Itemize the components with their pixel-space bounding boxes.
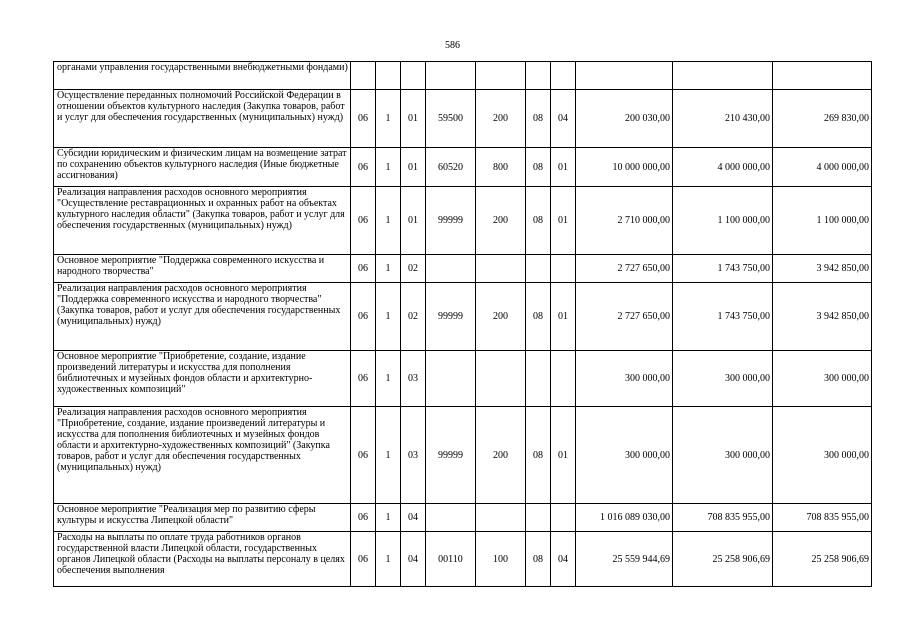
cell-code-5: 200 bbox=[476, 283, 526, 351]
cell-code-3 bbox=[401, 62, 426, 90]
cell-code-5 bbox=[476, 255, 526, 283]
cell-code-5: 200 bbox=[476, 187, 526, 255]
cell-code-5 bbox=[476, 351, 526, 407]
cell-amount-3: 25 258 906,69 bbox=[773, 532, 872, 587]
cell-amount-3: 1 100 000,00 bbox=[773, 187, 872, 255]
cell-name: Основное мероприятие "Реализация мер по развитию сферы культуры и искусства Липецкой области" bbox=[54, 504, 351, 532]
cell-name: органами управления государственными внебюджетными фондами) bbox=[54, 62, 351, 90]
cell-code-4 bbox=[426, 255, 476, 283]
cell-amount-1: 25 559 944,69 bbox=[576, 532, 673, 587]
cell-code-4: 00110 bbox=[426, 532, 476, 587]
cell-code-6: 08 bbox=[526, 187, 551, 255]
table-row bbox=[54, 532, 872, 587]
cell-code-7 bbox=[551, 255, 576, 283]
cell-code-1: 06 bbox=[351, 532, 376, 587]
cell-code-6: 08 bbox=[526, 90, 551, 148]
cell-code-1: 06 bbox=[351, 283, 376, 351]
cell-amount-3: 4 000 000,00 bbox=[773, 148, 872, 187]
cell-amount-2: 4 000 000,00 bbox=[673, 148, 773, 187]
cell-amount-1: 200 030,00 bbox=[576, 90, 673, 148]
cell-amount-2: 708 835 955,00 bbox=[673, 504, 773, 532]
cell-code-4 bbox=[426, 504, 476, 532]
cell-code-4 bbox=[426, 351, 476, 407]
cell-amount-2 bbox=[673, 62, 773, 90]
cell-amount-1: 300 000,00 bbox=[576, 407, 673, 504]
cell-code-6: 08 bbox=[526, 532, 551, 587]
cell-code-1: 06 bbox=[351, 90, 376, 148]
cell-code-3: 01 bbox=[401, 148, 426, 187]
table-row bbox=[54, 90, 872, 148]
cell-name: Основное мероприятие "Поддержка современного искусства и народного творчества" bbox=[54, 255, 351, 283]
cell-code-3: 01 bbox=[401, 90, 426, 148]
cell-code-1: 06 bbox=[351, 255, 376, 283]
cell-amount-2: 300 000,00 bbox=[673, 407, 773, 504]
cell-code-3: 02 bbox=[401, 283, 426, 351]
cell-code-6: 08 bbox=[526, 148, 551, 187]
cell-code-5 bbox=[476, 62, 526, 90]
cell-code-7 bbox=[551, 351, 576, 407]
cell-code-3: 03 bbox=[401, 351, 426, 407]
cell-code-5: 200 bbox=[476, 90, 526, 148]
cell-amount-3: 3 942 850,00 bbox=[773, 255, 872, 283]
cell-code-7: 01 bbox=[551, 407, 576, 504]
table-row bbox=[54, 283, 872, 351]
table-row bbox=[54, 255, 872, 283]
cell-name: Основное мероприятие "Приобретение, создание, издание произведений литературы и искусства для пополнения библиотечных и музейных фондов области и архитектурно-художественных композиций" bbox=[54, 351, 351, 407]
cell-code-4: 59500 bbox=[426, 90, 476, 148]
cell-code-1: 06 bbox=[351, 148, 376, 187]
cell-amount-1 bbox=[576, 62, 673, 90]
cell-code-2: 1 bbox=[376, 90, 401, 148]
cell-code-5 bbox=[476, 504, 526, 532]
cell-amount-1: 2 727 650,00 bbox=[576, 255, 673, 283]
cell-code-7: 04 bbox=[551, 90, 576, 148]
cell-amount-3: 3 942 850,00 bbox=[773, 283, 872, 351]
cell-name: Расходы на выплаты по оплате труда работников органов государственной власти Липецкой области, государственных органов Липецкой области (Расходы на выплаты персоналу в целях обеспечения выполнения bbox=[54, 532, 351, 587]
cell-amount-3: 300 000,00 bbox=[773, 351, 872, 407]
cell-code-2: 1 bbox=[376, 407, 401, 504]
cell-code-3: 03 bbox=[401, 407, 426, 504]
cell-code-6 bbox=[526, 62, 551, 90]
cell-code-1: 06 bbox=[351, 187, 376, 255]
cell-name: Субсидии юридическим и физическим лицам на возмещение затрат по сохранению объектов культурного наследия (Иные бюджетные ассигнования) bbox=[54, 148, 351, 187]
cell-amount-1: 1 016 089 030,00 bbox=[576, 504, 673, 532]
cell-code-7 bbox=[551, 62, 576, 90]
cell-code-4: 99999 bbox=[426, 187, 476, 255]
cell-amount-2: 1 100 000,00 bbox=[673, 187, 773, 255]
cell-amount-2: 25 258 906,69 bbox=[673, 532, 773, 587]
cell-amount-3: 269 830,00 bbox=[773, 90, 872, 148]
cell-amount-2: 300 000,00 bbox=[673, 351, 773, 407]
cell-amount-1: 10 000 000,00 bbox=[576, 148, 673, 187]
cell-code-3: 01 bbox=[401, 187, 426, 255]
cell-code-4: 99999 bbox=[426, 283, 476, 351]
cell-code-6 bbox=[526, 255, 551, 283]
cell-code-7: 01 bbox=[551, 283, 576, 351]
cell-code-7: 01 bbox=[551, 187, 576, 255]
table-row bbox=[54, 504, 872, 532]
cell-amount-3 bbox=[773, 62, 872, 90]
cell-amount-2: 1 743 750,00 bbox=[673, 283, 773, 351]
cell-code-4: 99999 bbox=[426, 407, 476, 504]
cell-code-1 bbox=[351, 62, 376, 90]
table-row bbox=[54, 351, 872, 407]
cell-name: Реализация направления расходов основного мероприятия "Приобретение, создание, издание произведений литературы и искусства для пополнения библиотечных и музейных фондов области и архитектурно-художественных композиций" (Закупка товаров, работ и услуг для обеспечения государственных (муниципальных) нужд) bbox=[54, 407, 351, 504]
cell-code-2: 1 bbox=[376, 148, 401, 187]
cell-code-4: 60520 bbox=[426, 148, 476, 187]
cell-code-5: 800 bbox=[476, 148, 526, 187]
cell-code-1: 06 bbox=[351, 351, 376, 407]
cell-amount-2: 1 743 750,00 bbox=[673, 255, 773, 283]
cell-code-7: 01 bbox=[551, 148, 576, 187]
cell-amount-3: 708 835 955,00 bbox=[773, 504, 872, 532]
cell-amount-2: 210 430,00 bbox=[673, 90, 773, 148]
cell-code-1: 06 bbox=[351, 407, 376, 504]
cell-code-2: 1 bbox=[376, 255, 401, 283]
cell-amount-1: 2 727 650,00 bbox=[576, 283, 673, 351]
cell-code-2: 1 bbox=[376, 283, 401, 351]
page-number: 586 bbox=[445, 40, 460, 51]
cell-code-2: 1 bbox=[376, 351, 401, 407]
cell-code-3: 04 bbox=[401, 504, 426, 532]
cell-code-2 bbox=[376, 62, 401, 90]
cell-code-2: 1 bbox=[376, 532, 401, 587]
cell-code-5: 100 bbox=[476, 532, 526, 587]
cell-name: Реализация направления расходов основного мероприятия "Поддержка современного искусства и народного творчества" (Закупка товаров, работ и услуг для обеспечения государственных (муниципальных) нужд) bbox=[54, 283, 351, 351]
cell-code-5: 200 bbox=[476, 407, 526, 504]
cell-name: Реализация направления расходов основного мероприятия "Осуществление реставрационных и охранных работ на объектах культурного наследия области" (Закупка товаров, работ и услуг для обеспечения государственных (муниципальных) нужд) bbox=[54, 187, 351, 255]
cell-amount-3: 300 000,00 bbox=[773, 407, 872, 504]
cell-code-4 bbox=[426, 62, 476, 90]
cell-code-6: 08 bbox=[526, 407, 551, 504]
cell-code-2: 1 bbox=[376, 187, 401, 255]
cell-code-3: 04 bbox=[401, 532, 426, 587]
cell-code-6 bbox=[526, 504, 551, 532]
budget-table bbox=[53, 61, 872, 587]
cell-code-1: 06 bbox=[351, 504, 376, 532]
cell-code-6 bbox=[526, 351, 551, 407]
cell-amount-1: 300 000,00 bbox=[576, 351, 673, 407]
cell-code-2: 1 bbox=[376, 504, 401, 532]
cell-amount-1: 2 710 000,00 bbox=[576, 187, 673, 255]
cell-code-3: 02 bbox=[401, 255, 426, 283]
cell-code-7 bbox=[551, 504, 576, 532]
cell-code-6: 08 bbox=[526, 283, 551, 351]
table-row bbox=[54, 62, 872, 90]
cell-code-7: 04 bbox=[551, 532, 576, 587]
cell-name: Осуществление переданных полномочий Российской Федерации в отношении объектов культурного наследия (Закупка товаров, работ и услуг для обеспечения государственных (муниципальных) нужд) bbox=[54, 90, 351, 148]
table-row bbox=[54, 407, 872, 504]
table-row bbox=[54, 187, 872, 255]
table-row bbox=[54, 148, 872, 187]
